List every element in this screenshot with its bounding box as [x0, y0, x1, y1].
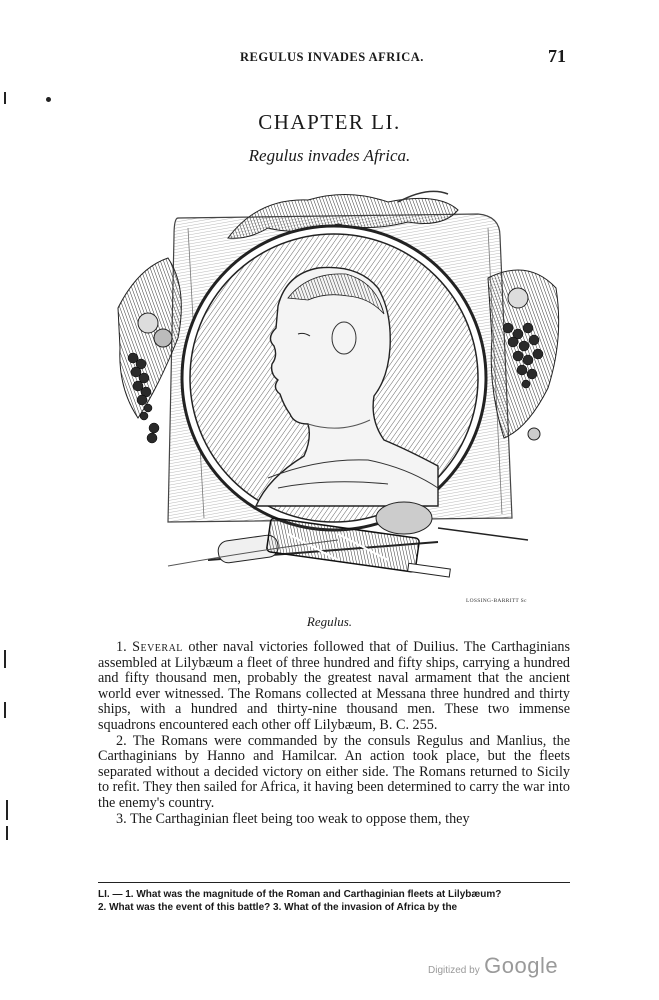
regulus-portrait-engraving: [108, 188, 568, 608]
footnote: [98, 888, 570, 914]
paragraph-number: 3.: [116, 810, 127, 827]
page-number: 71: [548, 46, 566, 66]
chapter-subtitle: Regulus invades Africa.: [248, 146, 411, 165]
scan-mark-line: [4, 92, 6, 104]
paragraph-text: The Romans were commanded by the consuls Regulus and Manlius, the Carthaginians by Hanno and Hamilcar. An action took place, but the fleets separated without a decided victory on either side. The Romans returned to Sicily to refit. They then sailed for Africa, it having been determined to carry the war into the enemy's country.: [98, 732, 571, 811]
watermark-prefix: Digitized by: [428, 965, 480, 976]
paragraph-number: 1.: [116, 639, 127, 655]
running-head: REGULUS INVADES AFRICA.: [240, 50, 424, 64]
illustration-caption: Regulus.: [306, 614, 353, 629]
footnote-line-1: LI. — 1. What was the magnitude of the Roman and Carthaginian fleets at Lilybæum?: [98, 889, 502, 900]
engraver-credit: LOSSING-BARRITT Sc: [466, 598, 527, 604]
scan-mark-line: [6, 826, 8, 840]
footnote-divider: [98, 882, 570, 883]
scan-mark-line: [4, 650, 6, 668]
paragraph-3: [98, 812, 570, 828]
paragraph-1: [98, 640, 570, 734]
body-text: [98, 640, 570, 827]
paragraph-lead: Several: [132, 639, 183, 655]
paragraph-text: other naval victories followed that of Duilius. The Carthaginians assembled at Lilybæum a fleet of three hundred and fifty ships, carrying a hundred and fifty thousand men, probably the greatest naval armament that the ancient world ever witnessed. The Romans collected at Messana three hundred and thirty ships, with a hundred and thirty-nine thousand men. These two immense squadrons encountered each other off Lilybæum, B. C. 255.: [98, 639, 571, 733]
chapter-title: CHAPTER LI.: [258, 110, 401, 134]
paragraph-2: [98, 734, 570, 812]
google-logo: Google: [484, 953, 559, 978]
digitized-watermark: [428, 953, 558, 979]
scan-mark-dot: [46, 97, 51, 102]
right-garland: [488, 270, 559, 440]
paragraph-text: The Carthaginian fleet being too weak to oppose them, they: [129, 810, 470, 827]
scan-mark-line: [4, 702, 6, 718]
paragraph-number: 2.: [116, 732, 127, 749]
footnote-line-2: 2. What was the event of this battle? 3. What of the invasion of Africa by the: [98, 902, 458, 913]
scan-mark-line: [6, 800, 8, 820]
